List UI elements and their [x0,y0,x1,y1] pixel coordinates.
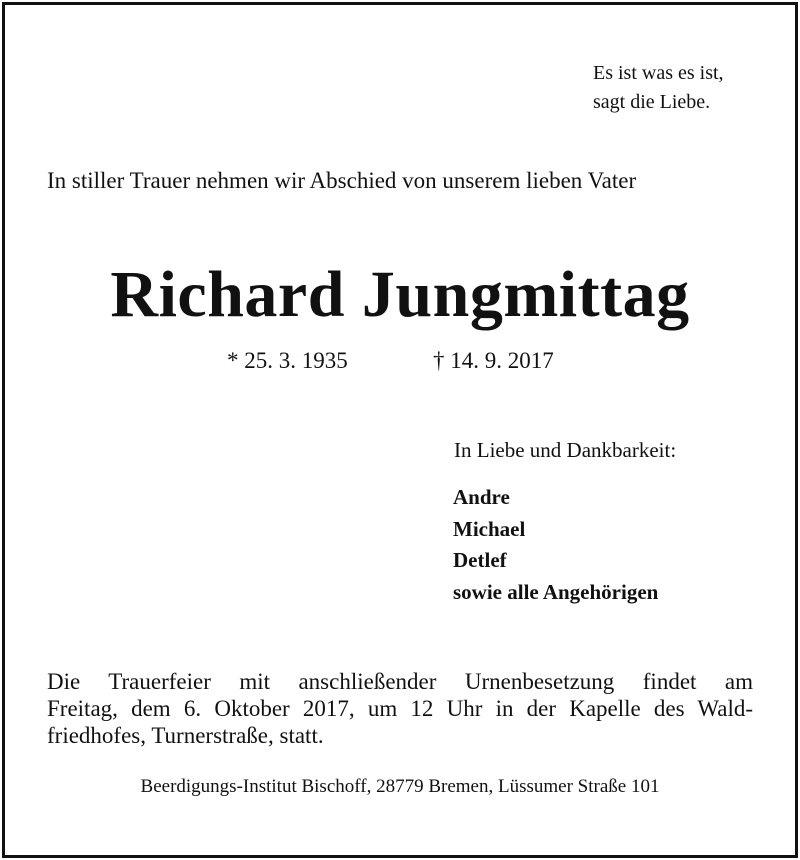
service-notice [47,668,753,749]
service-line-3: friedhofes, Turnerstraße, statt. [47,723,324,748]
birth-date: * 25. 3. 1935 [227,348,348,373]
mourner-name: Michael [453,516,526,541]
mourner-name: Detlef [453,548,507,572]
deceased-name: Richard Jungmittag [110,258,690,331]
death-date: † 14. 9. 2017 [433,348,554,373]
service-line-1: Die Trauerfeier mit anschließender Urnenbesetzung findet am [47,669,753,694]
thanks-heading: In Liebe und Dankbarkeit: [454,438,677,462]
mourner-name: sowie alle Angehörigen [453,579,659,604]
motto-line-2: sagt die Liebe. [593,91,711,113]
motto [593,59,724,117]
intro-text: In stiller Trauer nehmen wir Abschied von unserem lieben Vater [47,168,637,193]
service-line-2: Freitag, dem 6. Oktober 2017, um 12 Uhr in der Kapelle des Wald- [47,696,753,721]
mourner-name: Andre [453,485,510,509]
mourners-list [453,482,658,608]
funeral-home-info: Beerdigungs-Institut Bischoff, 28779 Bremen, Lüssumer Straße 101 [140,776,660,797]
motto-line-1: Es ist was es ist, [593,62,724,84]
